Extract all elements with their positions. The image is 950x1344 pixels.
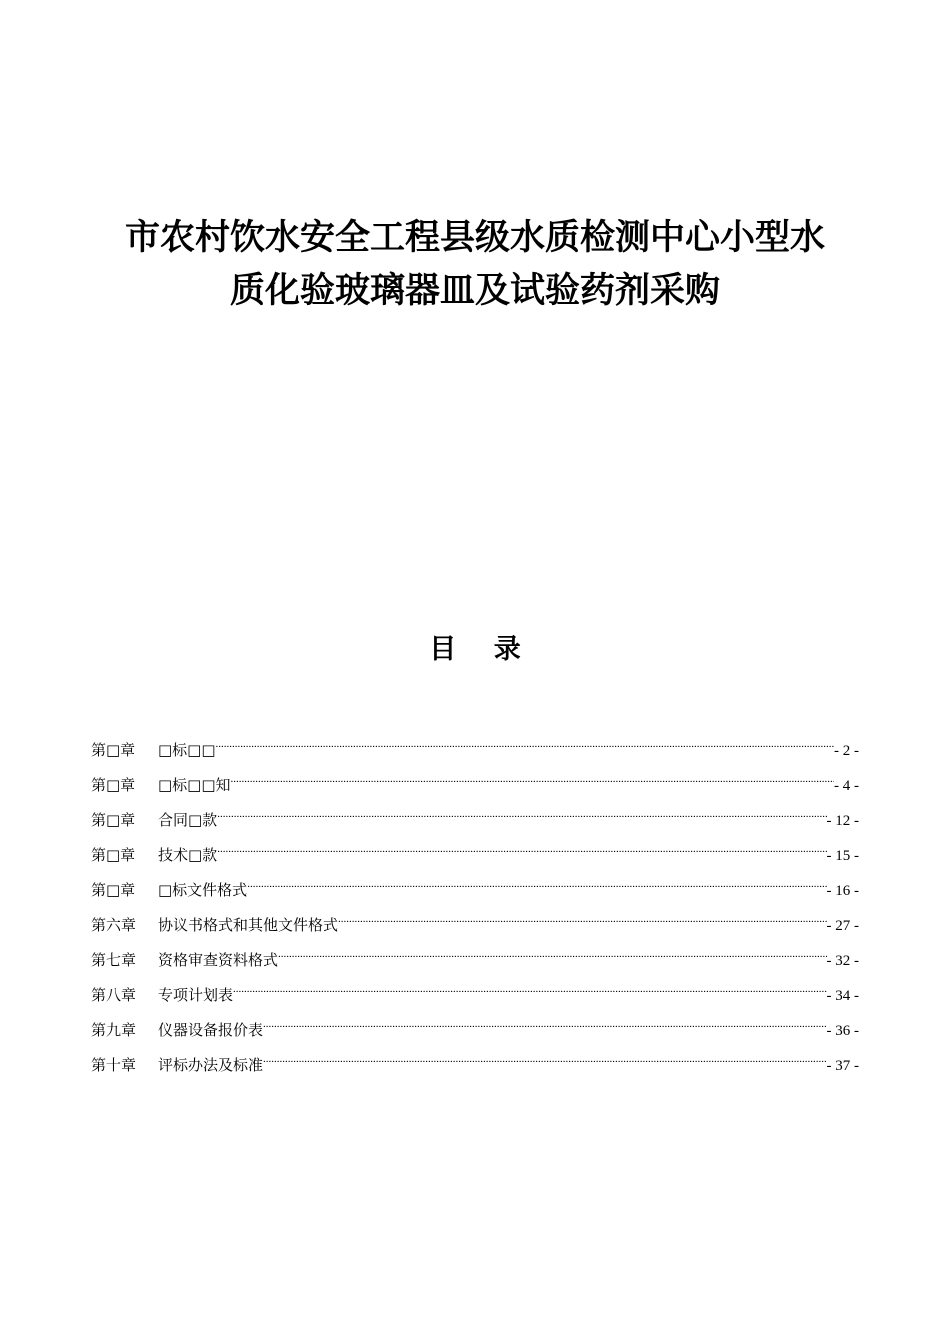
toc-chapter-number: 第□章: [91, 741, 136, 759]
toc-dot-leader: [247, 860, 826, 895]
toc-chapter-title: 评标办法及标准: [158, 1056, 264, 1074]
toc-chapter-number: 第六章: [91, 916, 137, 934]
toc-chapter-number: 第□章: [91, 811, 136, 829]
toc-page-number: - 27 -: [826, 918, 859, 934]
toc-chapter-title: 专项计划表: [158, 986, 234, 1004]
toc-chapter-number: 第□章: [91, 776, 136, 794]
toc-chapter-number: 第九章: [91, 1021, 137, 1039]
toc-page-number: - 12 -: [826, 813, 859, 829]
toc-chapter-title: 仪器设备报价表: [158, 1021, 264, 1039]
toc-dot-leader: [217, 790, 826, 825]
toc-chapter-title: □标□□: [158, 741, 216, 759]
toc-entry-1[interactable]: [91, 720, 859, 759]
toc-chapter-number: 第□章: [91, 881, 136, 899]
document-title-line-1: 市农村饮水安全工程县级水质检测中心小型水: [124, 218, 825, 258]
toc-chapter-title: □标文件格式: [158, 881, 248, 899]
toc-dot-leader: [217, 825, 826, 860]
toc-dot-leader: [231, 755, 834, 790]
toc-heading: 目 录: [429, 634, 521, 665]
toc-dot-leader: [216, 720, 834, 755]
document-title: [60, 212, 890, 318]
table-of-contents: [91, 720, 859, 1074]
toc-page-number: - 32 -: [826, 953, 859, 969]
document-title-line-2: 质化验玻璃器皿及试验药剂采购: [229, 271, 720, 311]
toc-dot-leader: [263, 1000, 826, 1035]
toc-page-number: - 16 -: [826, 883, 859, 899]
toc-page-number: - 34 -: [826, 988, 859, 1004]
toc-chapter-number: 第七章: [91, 951, 137, 969]
toc-page-number: - 15 -: [826, 848, 859, 864]
toc-chapter-title: 技术□款: [158, 846, 218, 864]
toc-chapter-number: 第□章: [91, 846, 136, 864]
toc-chapter-title: 协议书格式和其他文件格式: [158, 916, 339, 934]
toc-dot-leader: [233, 965, 826, 1000]
toc-chapter-title: 资格审查资料格式: [158, 951, 279, 969]
toc-page-number: - 37 -: [826, 1058, 859, 1074]
toc-page-number: - 4 -: [834, 778, 859, 794]
toc-page-number: - 2 -: [834, 743, 859, 759]
toc-dot-leader: [263, 1035, 826, 1070]
toc-dot-leader: [278, 930, 826, 965]
toc-chapter-number: 第八章: [91, 986, 137, 1004]
toc-dot-leader: [338, 895, 826, 930]
toc-chapter-number: 第十章: [91, 1056, 137, 1074]
toc-chapter-title: □标□□知: [158, 776, 231, 794]
toc-chapter-title: 合同□款: [158, 811, 218, 829]
toc-page-number: - 36 -: [826, 1023, 859, 1039]
